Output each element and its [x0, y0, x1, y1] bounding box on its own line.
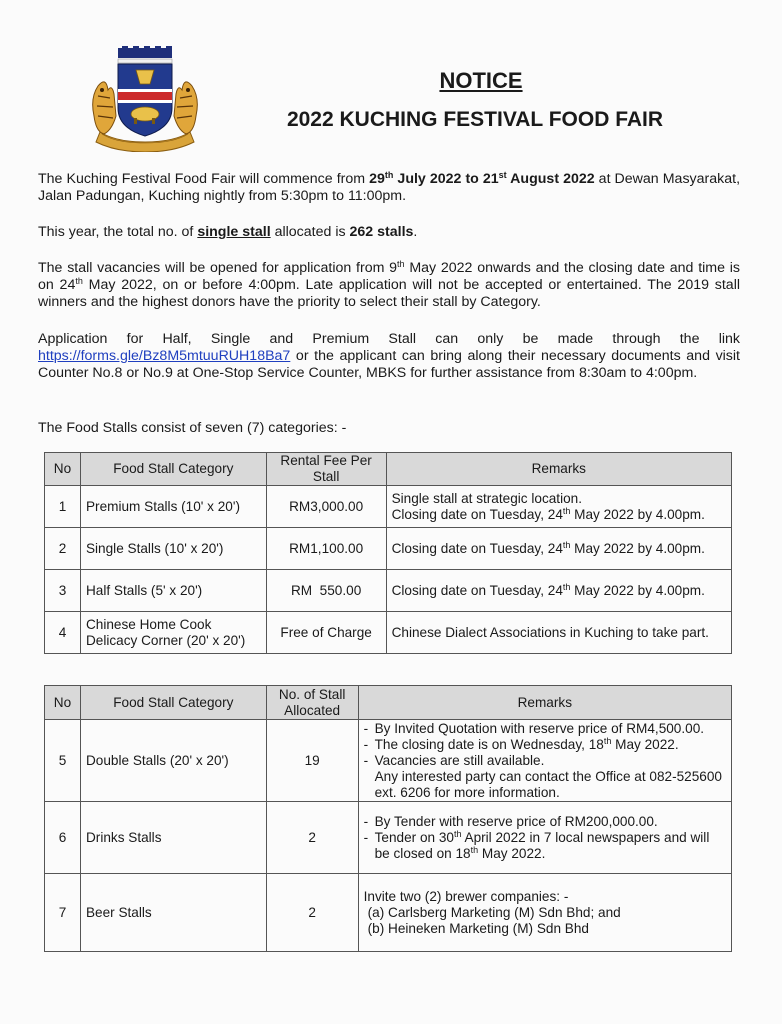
remarks-list	[364, 814, 726, 862]
list-item	[364, 830, 726, 862]
row-remarks	[358, 802, 731, 874]
row-no: 4	[45, 612, 81, 654]
col-no: No	[45, 453, 81, 486]
col-remarks: Remarks	[358, 686, 731, 720]
application-period-paragraph	[38, 260, 740, 311]
row-category: Drinks Stalls	[80, 802, 266, 874]
row-category: Double Stalls (20' x 20')	[80, 720, 266, 802]
remark-text: May 2022 by 4.00pm.	[570, 540, 705, 556]
date-text: August 2022	[506, 171, 595, 187]
remark-text: May 2022.	[611, 736, 679, 752]
remark-text: Closing date on Tuesday, 24	[391, 582, 563, 598]
col-remarks: Remarks	[386, 453, 731, 486]
row-count: 2	[266, 802, 358, 874]
stall-count: 262 stalls	[349, 224, 414, 240]
row-remarks	[386, 486, 731, 528]
single-stall-emphasis: single stall	[197, 224, 271, 240]
row-no: 1	[45, 486, 81, 528]
remark-text: (a) Carlsberg Marketing (M) Sdn Bhd; and	[367, 904, 621, 920]
date-suffix: th	[453, 828, 462, 839]
application-method-paragraph	[38, 331, 740, 382]
row-no: 5	[45, 720, 81, 802]
table-header-row	[45, 686, 732, 720]
remark-text: The closing date is on Wednesday, 18	[374, 736, 604, 752]
col-fee: Rental Fee Per Stall	[266, 453, 386, 486]
intro-paragraph	[38, 171, 740, 205]
row-category: Beer Stalls	[80, 874, 266, 952]
row-fee: RM 550.00	[266, 570, 386, 612]
allocation-text: .	[413, 224, 418, 240]
row-remarks	[358, 874, 731, 952]
remark-text: Closing date on Tuesday, 24	[391, 540, 563, 556]
event-dates	[369, 171, 595, 187]
remark-text: May 2022 by 4.00pm.	[570, 582, 705, 598]
row-count: 2	[266, 874, 358, 952]
allocation-text: This year, the total no. of	[38, 224, 198, 240]
mbks-coat-of-arms-icon	[86, 46, 204, 152]
stall-allocation-paragraph	[38, 224, 740, 241]
list-item: Any interested party can contact the Office at 082-525600 ext. 6206 for more information.	[374, 768, 722, 800]
row-fee: RM3,000.00	[266, 486, 386, 528]
row-fee: RM1,100.00	[266, 528, 386, 570]
list-item	[364, 737, 726, 753]
date-start-day: 29	[369, 171, 385, 187]
remark-text: Invite two (2) brewer companies: -	[363, 888, 569, 904]
intro-text: The Kuching Festival Food Fair will commence from	[38, 171, 370, 187]
table-row	[45, 612, 732, 654]
row-no: 7	[45, 874, 81, 952]
rental-stalls-table	[44, 452, 732, 654]
table-row	[45, 570, 732, 612]
notice-heading: NOTICE	[439, 68, 523, 93]
col-no: No	[45, 686, 81, 720]
date-suffix: th	[562, 539, 571, 550]
remark-text: Closing date on Tuesday, 24	[391, 506, 563, 522]
table-row	[45, 528, 732, 570]
period-text: May 2022, on or before 4:00pm. Late application will not be accepted or entertained. The 2019 stall winners and the highest donors have the priority to select their stall by Category.	[38, 277, 740, 310]
allocated-stalls-table	[44, 685, 732, 952]
row-remarks	[358, 720, 731, 802]
intro-text: at Dewan Masyarakat, Jalan Padungan, Kuching nightly from 5:30pm to 11:00pm.	[38, 171, 741, 204]
method-text: Application for Half, Single and Premium Stall can only be made through the link	[38, 331, 740, 347]
col-category: Food Stall Category	[80, 453, 266, 486]
row-remarks	[386, 528, 731, 570]
row-count: 19	[266, 720, 358, 802]
table-row	[45, 720, 732, 802]
date-suffix: th	[603, 735, 612, 746]
allocation-text: allocated is	[270, 224, 350, 240]
list-item: - By Tender with reserve price of RM200,000.00.	[364, 814, 726, 830]
remark-text: Single stall at strategic location.	[391, 490, 582, 506]
row-category: Chinese Home Cook Delicacy Corner (20' x 20')	[80, 612, 266, 654]
row-remarks: Chinese Dialect Associations in Kuching to take part.	[386, 612, 731, 654]
table-row	[45, 486, 732, 528]
col-allocated: No. of Stall Allocated	[266, 686, 358, 720]
remark-text: Tender on 30	[374, 829, 454, 845]
date-suffix: th	[562, 505, 571, 516]
page-title: 2022 KUCHING FESTIVAL FOOD FAIR	[286, 108, 664, 131]
row-remarks	[386, 570, 731, 612]
period-text: May 2022 onwards and the closing date and time is on 24	[38, 260, 740, 293]
row-no: 2	[45, 528, 81, 570]
list-item: - By Invited Quotation with reserve price of RM4,500.00.	[364, 721, 726, 737]
date-text: July 2022 to 21	[393, 171, 499, 187]
application-form-link[interactable]: https://forms.gle/Bz8M5mtuuRUH18Ba7	[38, 348, 291, 364]
date-suffix: th	[384, 170, 394, 180]
remark-text: (b) Heineken Marketing (M) Sdn Bhd	[367, 920, 589, 936]
date-suffix: th	[75, 276, 83, 286]
date-suffix: th	[397, 259, 405, 269]
row-no: 6	[45, 802, 81, 874]
table-header-row	[45, 453, 732, 486]
row-no: 3	[45, 570, 81, 612]
list-item: - Vacancies are still available.	[364, 753, 726, 769]
table-row	[45, 874, 732, 952]
remark-text: May 2022 by 4.00pm.	[570, 506, 705, 522]
row-category: Half Stalls (5' x 20')	[80, 570, 266, 612]
date-suffix: st	[498, 170, 507, 180]
remark-text: April 2022 in 7 local newspapers and will be closed on 18	[374, 829, 710, 861]
col-category: Food Stall Category	[80, 686, 266, 720]
remark-text: May 2022.	[478, 845, 546, 861]
method-text: or the applicant can bring along their necessary documents and visit Counter No.8 or No.9 at One-Stop Service Counter, MBKS for further assistance from 8:30am to 4:00pm.	[38, 348, 740, 381]
date-suffix: th	[470, 844, 479, 855]
table-row	[45, 802, 732, 874]
remarks-list	[364, 721, 726, 801]
date-suffix: th	[562, 581, 571, 592]
row-category: Premium Stalls (10' x 20')	[80, 486, 266, 528]
categories-intro: The Food Stalls consist of seven (7) categories: -	[38, 420, 347, 436]
row-fee: Free of Charge	[266, 612, 386, 654]
row-category: Single Stalls (10' x 20')	[80, 528, 266, 570]
period-text: The stall vacancies will be opened for application from 9	[38, 260, 398, 276]
